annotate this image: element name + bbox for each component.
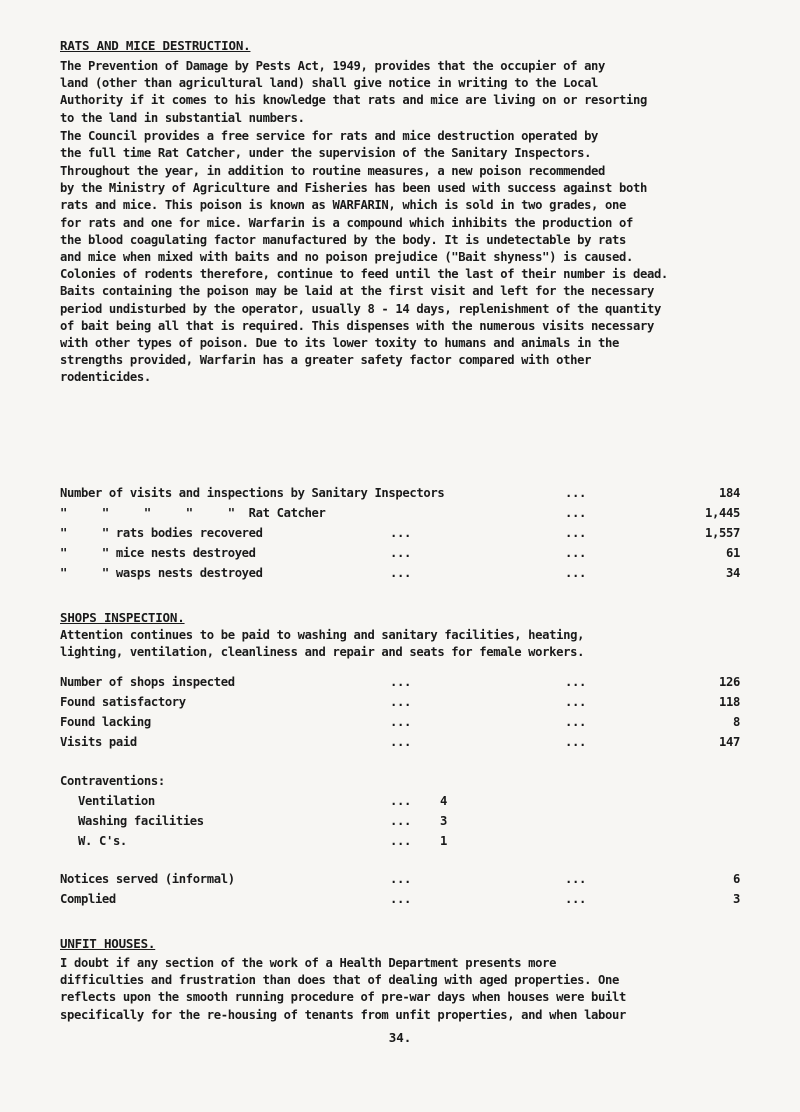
stat-label: Found satisfactory: [60, 695, 186, 709]
stat-value: 1,445: [705, 506, 740, 520]
leader-dots: ...: [565, 486, 586, 500]
stat-label: Visits paid: [60, 735, 137, 749]
stat-label: Complied: [60, 892, 116, 906]
stat-label: Notices served (informal): [60, 872, 235, 886]
unfit-houses-heading: UNFIT HOUSES.: [60, 936, 156, 951]
contravention-row: [60, 834, 740, 850]
stat-row: [60, 566, 740, 582]
stat-label: Found lacking: [60, 715, 151, 729]
contravention-label: W. C's.: [78, 834, 127, 848]
rats-mice-heading: RATS AND MICE DESTRUCTION.: [60, 38, 251, 53]
stat-value: 34: [726, 566, 740, 580]
leader-dots: ...: [565, 506, 586, 520]
stat-row: [60, 546, 740, 562]
stat-row: [60, 735, 740, 751]
leader-dots: ...: [390, 834, 411, 848]
contravention-row: [60, 814, 740, 830]
rats-paragraph-1: The Prevention of Damage by Pests Act, 1949, provides that the occupier of any land (other than agricultural land) shall give notice in writing to the Local Authority if it comes to his knowledge that rats and mice are living on or resorting to the land in substantial numbers.: [60, 59, 647, 125]
leader-dots: ...: [390, 715, 411, 729]
stat-row: [60, 486, 740, 502]
leader-dots: ...: [390, 546, 411, 560]
leader-dots: ...: [390, 814, 411, 828]
contraventions-label: Contraventions:: [60, 774, 165, 788]
leader-dots: ...: [565, 546, 586, 560]
stat-value: 1,557: [705, 526, 740, 540]
stat-value: 6: [733, 872, 740, 886]
rats-paragraph-3: Throughout the year, in addition to routine measures, a new poison recommended by the Ministry of Agriculture and Fisheries has been used with success against both rats and mice. This poison is known as WARFARIN, which is sold in two grades, one for rats and one for mice. Warfarin is a compound which inhibits the production of the blood coagulating factor manufactured by the body. It is undetectable by rats and mice when mixed with baits and no poison prejudice ("Bait shyness") is caused. Colonies of rodents therefore, continue to feed until the last of their number is dead. Baits containing the poison may be laid at the first visit and left for the necessary period undisturbed by the operator, usually 8 - 14 days, replenishment of the quantity of bait being all that is required. This dispenses with the numerous visits necessary with other types of poison. Due to its lower toxity to humans and animals in the strengths provided, Warfarin has a greater safety factor compared with other rodenticides.: [60, 164, 668, 385]
leader-dots: ...: [390, 794, 411, 808]
unfit-paragraph: I doubt if any section of the work of a Health Department presents more difficulties and frustration than does that of dealing with aged properties. One reflects upon the smooth running procedure of pre-war days when houses were built specifically for the re-housing of tenants from unfit properties, and when labour: [60, 956, 626, 1022]
leader-dots: ...: [390, 695, 411, 709]
stat-label: " " " " " Rat Catcher: [60, 506, 326, 520]
leader-dots: ...: [565, 715, 586, 729]
shops-inspection-heading: SHOPS INSPECTION.: [60, 610, 185, 625]
leader-dots: ...: [390, 872, 411, 886]
stat-value: 61: [726, 546, 740, 560]
leader-dots: ...: [390, 892, 411, 906]
leader-dots: ...: [390, 526, 411, 540]
stat-label: " " wasps nests destroyed: [60, 566, 263, 580]
stat-label: " " mice nests destroyed: [60, 546, 256, 560]
stat-row: [60, 695, 740, 711]
contravention-value: 4: [440, 794, 447, 808]
stat-row: [60, 715, 740, 731]
leader-dots: ...: [565, 526, 586, 540]
stat-label: " " rats bodies recovered: [60, 526, 263, 540]
contravention-row: [60, 794, 740, 810]
stat-label: Number of shops inspected: [60, 675, 235, 689]
page-number: 34.: [388, 1030, 412, 1045]
stat-row: [60, 892, 740, 908]
stat-value: 147: [719, 735, 740, 749]
contravention-value: 1: [440, 834, 447, 848]
leader-dots: ...: [390, 735, 411, 749]
leader-dots: ...: [565, 892, 586, 906]
stat-row: [60, 506, 740, 522]
stat-row: [60, 872, 740, 888]
stat-value: 8: [733, 715, 740, 729]
stat-value: 184: [719, 486, 740, 500]
stat-value: 126: [719, 675, 740, 689]
contravention-label: Washing facilities: [78, 814, 204, 828]
leader-dots: ...: [565, 735, 586, 749]
rats-paragraph-2: The Council provides a free service for rats and mice destruction operated by the full time Rat Catcher, under the supervision of the Sanitary Inspectors.: [60, 129, 599, 161]
shops-paragraph: Attention continues to be paid to washing and sanitary facilities, heating, lighting, ventilation, cleanliness and repair and seats for female workers.: [60, 628, 585, 660]
leader-dots: ...: [390, 675, 411, 689]
stat-value: 118: [719, 695, 740, 709]
contraventions-label-row: [60, 774, 740, 790]
contravention-value: 3: [440, 814, 447, 828]
leader-dots: ...: [565, 675, 586, 689]
stat-label: Number of visits and inspections by Sanitary Inspectors: [60, 486, 445, 500]
leader-dots: ...: [390, 566, 411, 580]
leader-dots: ...: [565, 872, 586, 886]
leader-dots: ...: [565, 566, 586, 580]
stat-row: [60, 526, 740, 542]
stat-row: [60, 675, 740, 691]
contravention-label: Ventilation: [78, 794, 155, 808]
stat-value: 3: [733, 892, 740, 906]
leader-dots: ...: [565, 695, 586, 709]
